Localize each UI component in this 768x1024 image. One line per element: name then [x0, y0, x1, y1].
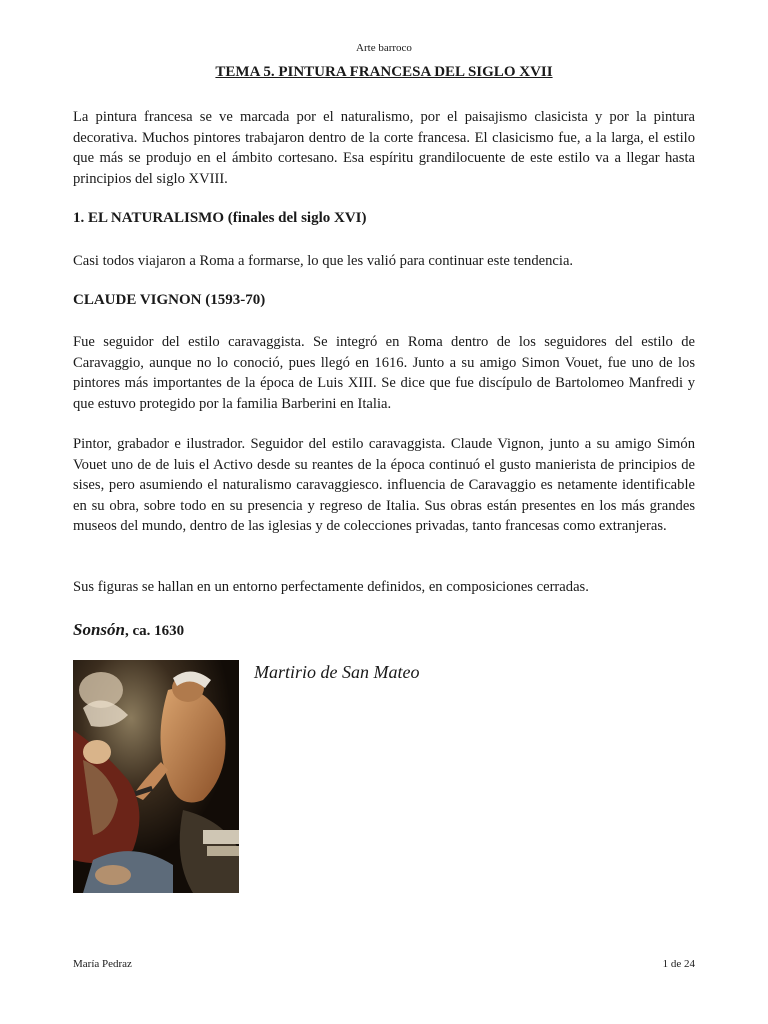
painting-caption: Martirio de San Mateo	[254, 662, 420, 682]
work-title: Sonsón	[73, 620, 125, 639]
footer-page-number: 1 de 24	[662, 958, 695, 970]
running-header: Arte barroco	[356, 42, 412, 54]
artist-paragraph-3: Sus figuras se hallan en un entorno perfectamente definidos, en composiciones cerradas.	[73, 579, 589, 595]
artist-paragraph-2: Pintor, grabador e ilustrador. Seguidor del estilo caravaggista. Claude Vignon, junto a su amigo Simón Vouet uno de de luis el Activo desde su reantes de la época continuó el gusto manierista de principios de sises, pero asumiendo el naturalismo caravaggiesco. influencia de Caravaggio es netamente identificable en su obra, sobre todo en su presencia y regreso de Italia. Sus obras están presentes en los más grandes museos del mundo, dentro de las iglesias y de colecciones privadas, tanto francesas como extranjeras.	[73, 436, 695, 535]
artist-paragraph-1: Fue seguidor del estilo caravaggista. Se integró en Roma dentro de los seguidores del estilo de Caravaggio, aunque no lo conoció, pues llegó en 1616. Junto a su amigo Simon Vouet, fue uno de los pintores más importantes de la época de Luis XIII. Se dice que fue discípulo de Bartolomeo Manfredi y que estuvo protegido por la familia Barberini en Italia.	[73, 334, 695, 412]
footer-author: María Pedraz	[73, 958, 132, 970]
document-page	[73, 0, 695, 1024]
painting-image	[73, 660, 239, 893]
work-heading	[73, 620, 184, 640]
section-paragraph: Casi todos viajaron a Roma a formarse, lo que les valió para continuar este tendencia.	[73, 253, 574, 269]
intro-paragraph: La pintura francesa se ve marcada por el naturalismo, por el paisajismo clasicista y por la pintura decorativa. Muchos pintores trabajaron dentro de la corte francesa. El clasicismo fue, a la larga, el estilo que más se produjo en el ámbito cortesano. Esa espíritu grandilocuente de este estilo va a llegar hasta principios del siglo XVIII.	[73, 109, 695, 187]
section-heading-naturalismo: 1. EL NATURALISMO (finales del siglo XVI)	[73, 210, 367, 226]
document-title: TEMA 5. PINTURA FRANCESA DEL SIGLO XVII	[215, 64, 553, 80]
artist-heading: CLAUDE VIGNON (1593-70)	[73, 292, 266, 308]
work-date: , ca. 1630	[124, 623, 185, 639]
